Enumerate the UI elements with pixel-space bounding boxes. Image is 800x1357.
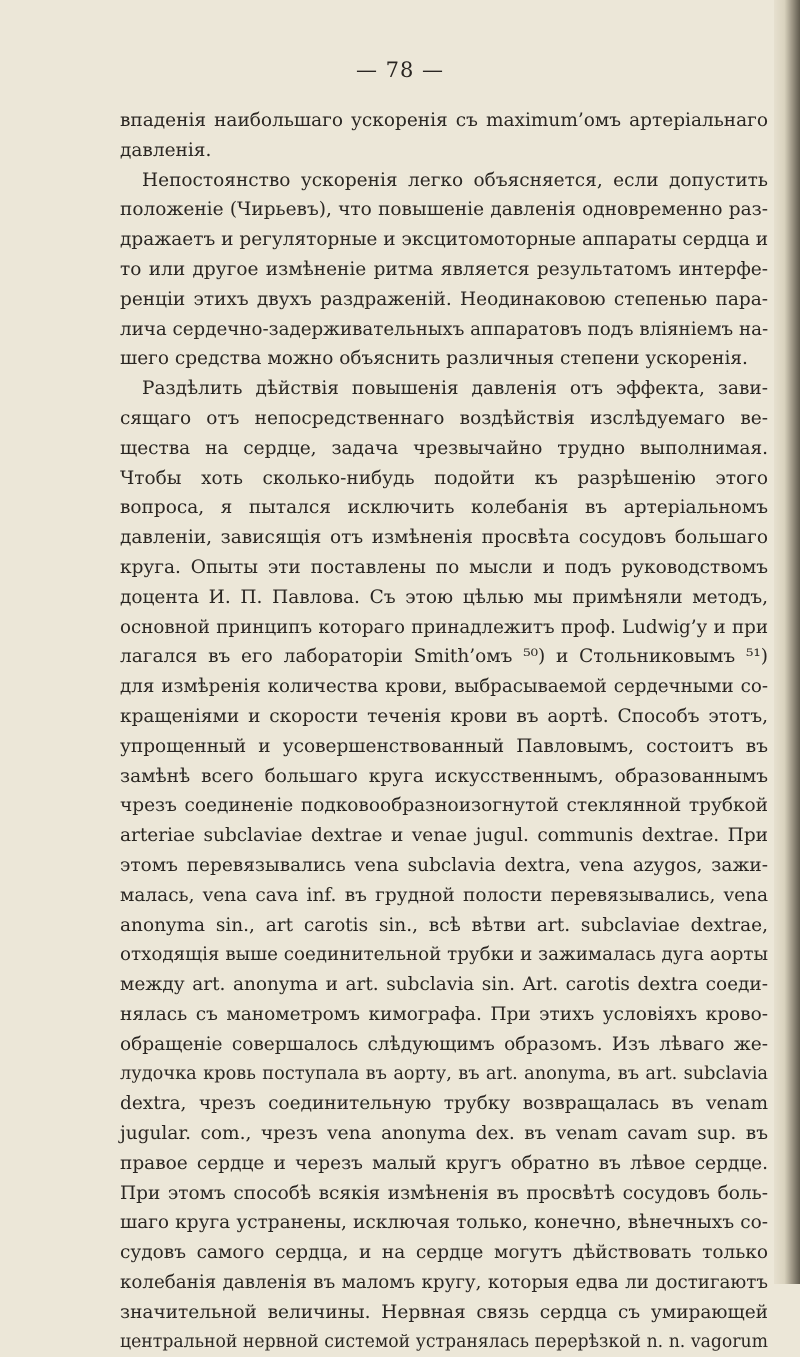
text-line: замѣнѣ всего большаго круга искусственнымъ, образованнымъ — [120, 765, 768, 787]
text-line: центральной нервной системой устранялась перерѣзкой n. n. vagorum — [120, 1331, 768, 1352]
text-line: сящаго отъ непосредственнаго воздѣйствія изслѣдуемаго ве- — [120, 407, 768, 429]
text-line: Непостоянство ускоренія легко объясняется, если допустить — [142, 169, 768, 191]
text-line: лагался въ его лабораторіи Smith’омъ ⁵⁰) и Стольниковымъ ⁵¹) — [120, 646, 768, 668]
text-line: шаго круга устранены, исключая только, конечно, вѣнечныхъ со- — [120, 1212, 768, 1234]
text-line: При этомъ способѣ всякія измѣненія въ просвѣтѣ сосудовъ боль- — [120, 1182, 768, 1204]
body-text — [120, 106, 768, 1357]
text-line: arteriae subclaviae dextrae и venae jugul. communis dextrae. При — [120, 825, 768, 847]
text-line: этомъ перевязывались vena subclavia dextra, vena azygos, зажи- — [120, 854, 768, 876]
text-line: колебанія давленія въ маломъ кругу, которыя едва ли достигаютъ — [120, 1272, 768, 1294]
text-line: правое сердце и черезъ малый кругъ обратно въ лѣвое сердце. — [120, 1152, 768, 1174]
text-line: щества на сердце, задача чрезвычайно трудно выполнимая. — [120, 437, 768, 459]
text-line: давленіи, зависящія отъ измѣненія просвѣта сосудовъ большаго — [120, 527, 768, 549]
text-line: Раздѣлить дѣйствія повышенія давленія отъ эффекта, зави- — [142, 378, 768, 400]
text-line: нялась съ манометромъ кимографа. При этихъ условіяхъ крово- — [120, 1003, 768, 1025]
text-line: дражаетъ и регуляторные и эксцитомоторные аппараты сердца и — [120, 229, 769, 251]
text-line: для измѣренія количества крови, выбрасываемой сердечными со- — [120, 676, 768, 698]
text-line: упрощенный и усовершенствованный Павловымъ, состоитъ въ — [120, 735, 768, 757]
text-line: обращеніе совершалось слѣдующимъ образомъ. Изъ лѣваго же- — [120, 1033, 768, 1055]
text-line: ренціи этихъ двухъ раздраженій. Неодинаковою степенью пара- — [120, 288, 768, 310]
text-line: впаденія наибольшаго ускоренія съ maximum’омъ артеріальнаго — [120, 110, 768, 131]
text-line: доцента И. П. Павлова. Съ этою цѣлью мы примѣняли методъ, — [120, 586, 768, 608]
page-number: — 78 — — [355, 58, 445, 82]
text-line: давленія. — [120, 139, 212, 161]
text-line: кращеніями и скорости теченія крови въ аортѣ. Способъ этотъ, — [120, 705, 768, 727]
text-line: Чтобы хоть сколько-нибудь подойти къ разрѣшенію этого — [120, 467, 768, 489]
text-line: отходящія выше соединительной трубки и зажималась дуга аорты — [120, 944, 768, 966]
text-line: anonyma sin., art carotis sin., всѣ вѣтви art. subclaviae dextrae, — [120, 914, 768, 936]
text-line: лича сердечно-задерживательныхъ аппаратовъ подъ вліяніемъ на- — [120, 318, 769, 340]
text-line: между art. anonyma и art. subclavia sin. Art. carotis dextra соеди- — [120, 974, 768, 996]
text-line: судовъ самого сердца, и на сердце могутъ дѣйствовать только — [120, 1242, 768, 1264]
text-line: круга. Опыты эти поставлены по мысли и подъ руководствомъ — [120, 556, 768, 578]
text-line: лудочка кровь поступала въ аорту, въ art. anonyma, въ art. subclavia — [120, 1063, 768, 1084]
text-line: основной принципъ котораго принадлежитъ проф. Ludwig’у и при — [120, 616, 768, 638]
text-line: малась, vena cava inf. въ грудной полости перевязывались, vena — [120, 884, 768, 906]
text-line: то или другое измѣненіе ритма является результатомъ интерфе- — [120, 258, 768, 280]
text-line: положеніе (Чирьевъ), что повышеніе давленія одновременно раз- — [120, 199, 768, 221]
text-line: чрезъ соединеніе подковообразноизогнутой стеклянной трубкой — [120, 795, 768, 817]
text-line: вопроса, я пытался исключить колебанія въ артеріальномъ — [120, 497, 768, 519]
text-line: шего средства можно объяснить различныя степени ускоренія. — [120, 348, 748, 370]
text-line: jugular. com., чрезъ vena anonyma dex. въ venam cavam sup. въ — [120, 1123, 768, 1145]
page-edge-shadow — [774, 0, 800, 1284]
text-line: значительной величины. Нервная связь сердца съ умирающей — [120, 1301, 768, 1323]
text-line: dextra, чрезъ соединительную трубку возвращалась въ venam — [120, 1093, 768, 1115]
